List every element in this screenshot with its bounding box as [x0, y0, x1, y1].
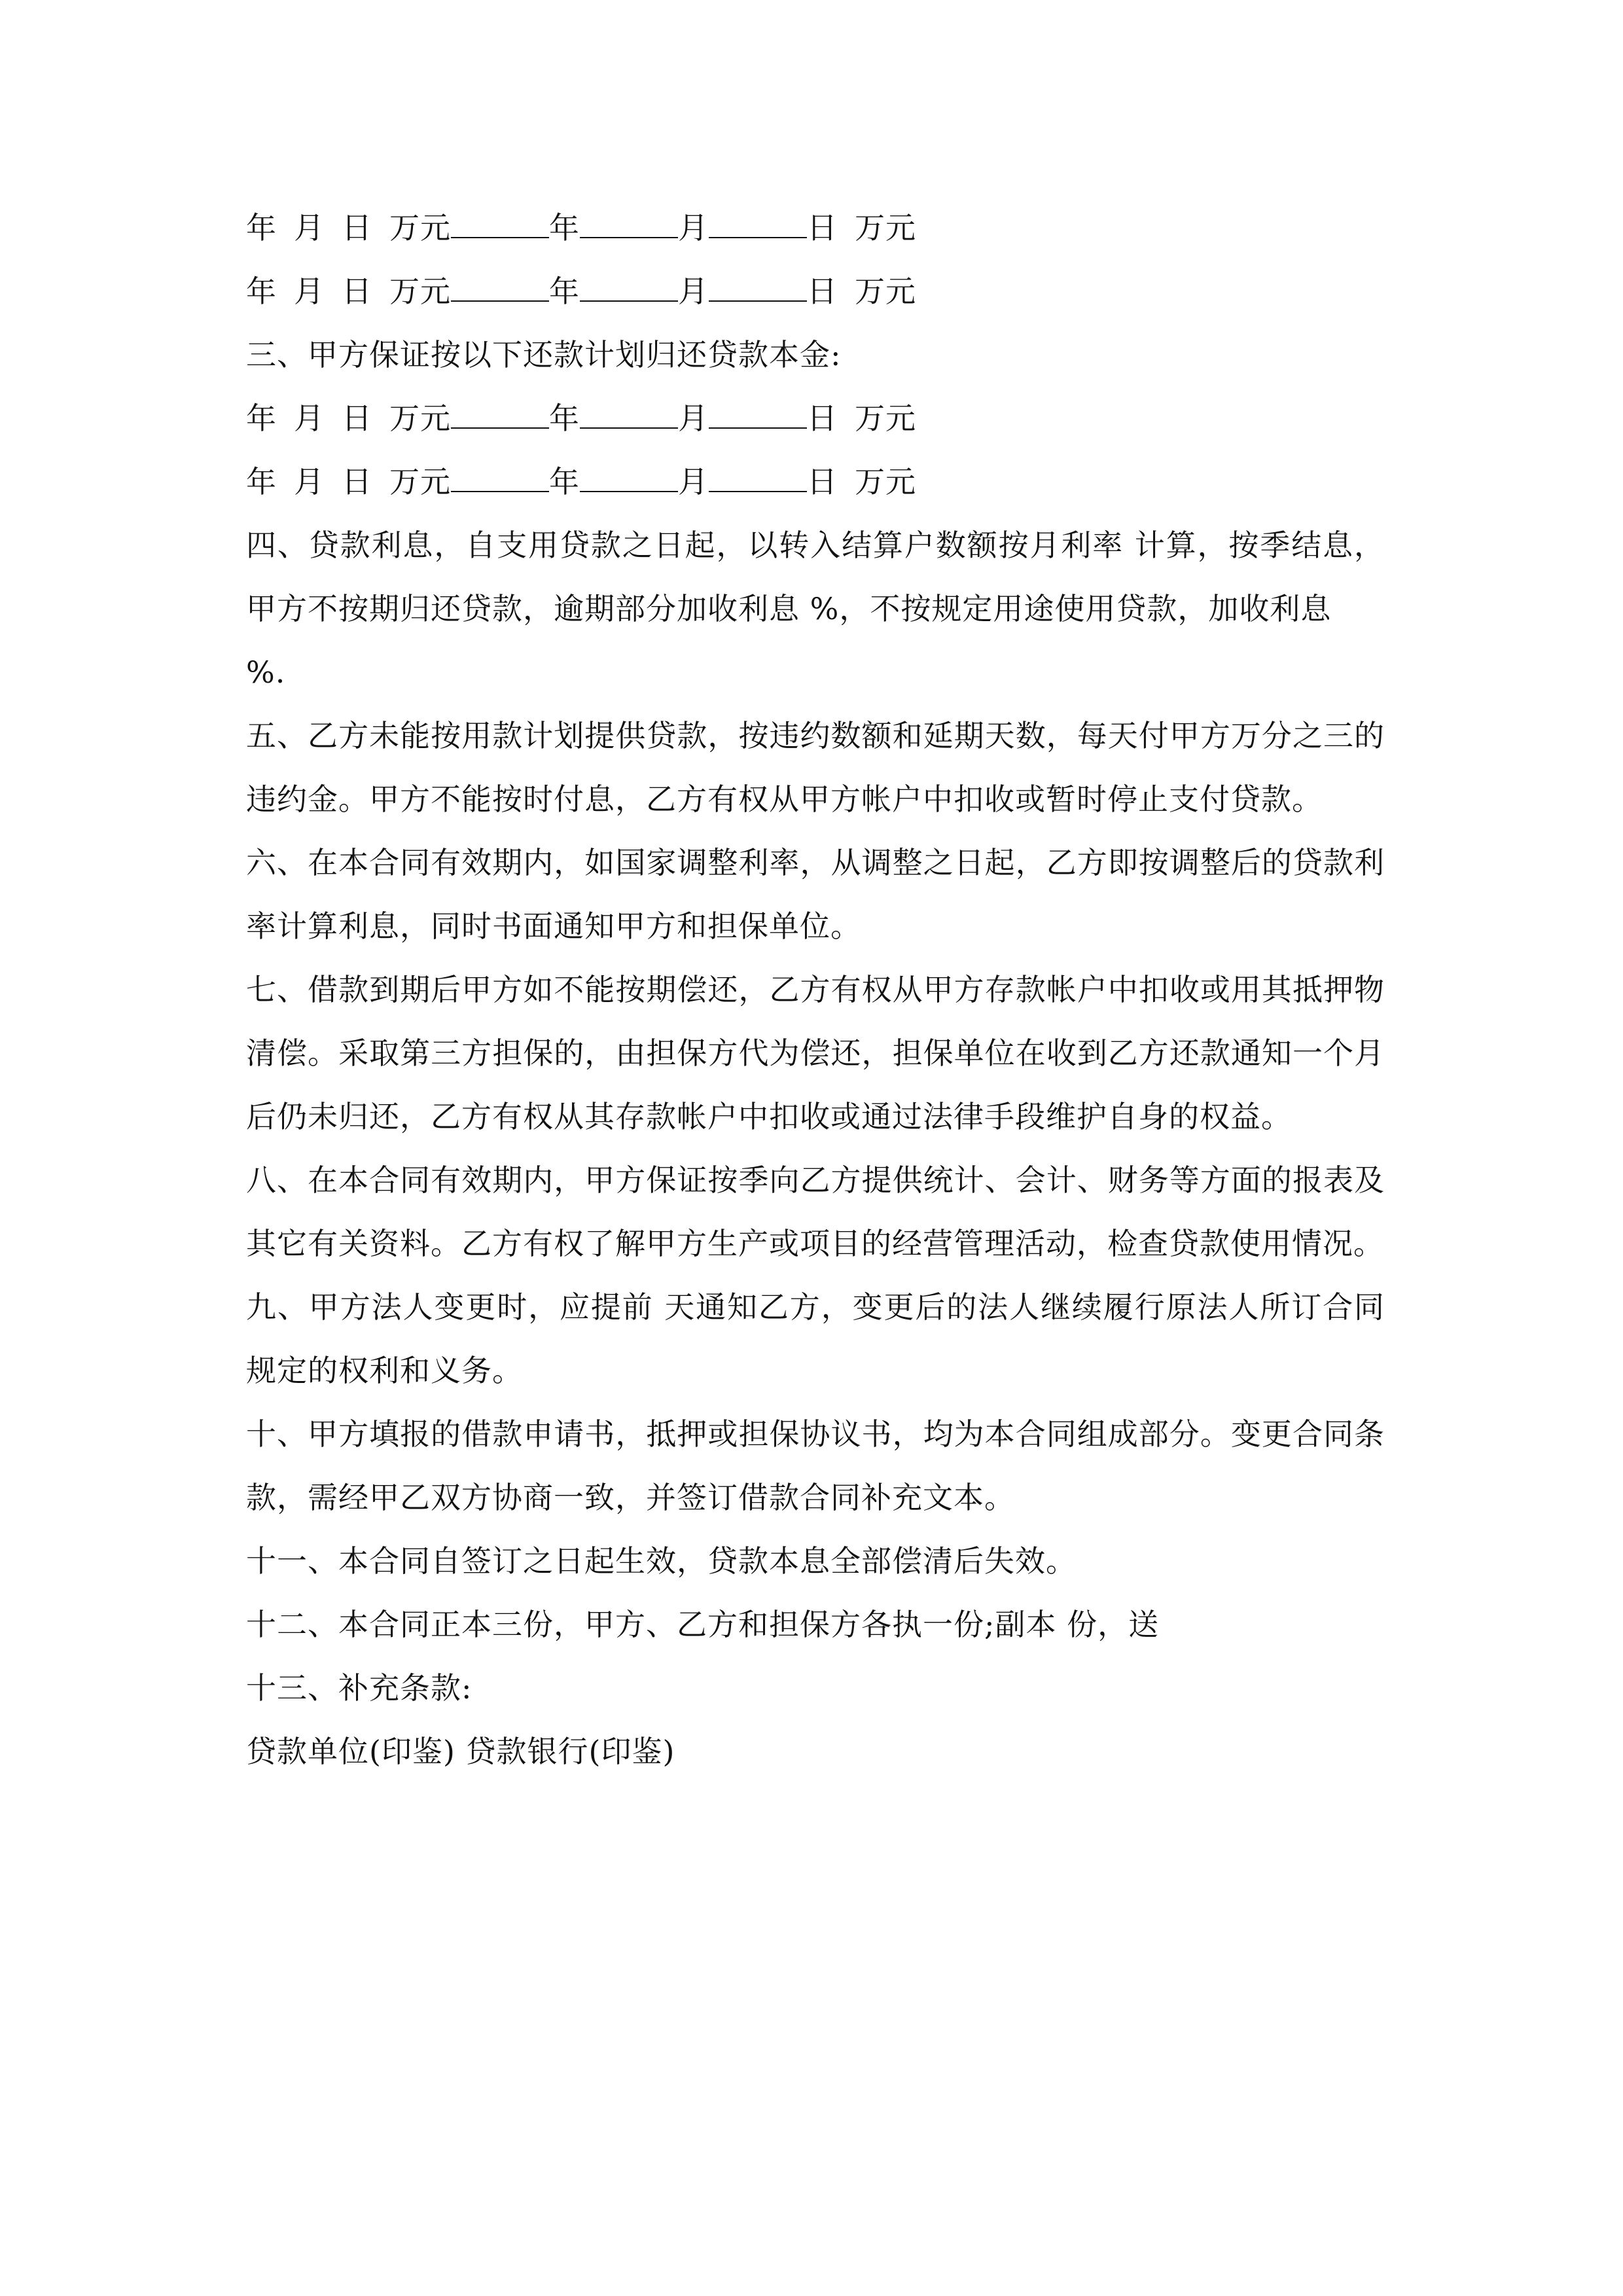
- amount-label: 万元: [389, 210, 451, 245]
- blank-line[interactable]: [709, 211, 807, 238]
- day-label: 日: [807, 464, 838, 499]
- clause-5: 五、乙方未能按用款计划提供贷款，按违约数额和延期天数，每天付甲方万分之三的违约金。甲方不能按时付息，乙方有权从甲方帐户中扣收或暂时停止支付贷款。: [246, 718, 1385, 817]
- amount-label: 万元: [855, 210, 916, 245]
- year-label: 年: [549, 210, 580, 245]
- blank-line[interactable]: [709, 401, 807, 429]
- amount-label: 万元: [855, 401, 916, 436]
- loan-schedule-row: [246, 260, 1385, 323]
- amount-label: 万元: [855, 464, 916, 499]
- blank-line[interactable]: [580, 465, 678, 492]
- day-label: 日: [807, 401, 838, 436]
- clause-7: 七、借款到期后甲方如不能按期偿还，乙方有权从甲方存款帐户中扣收或用其抵押物清偿。采取第三方担保的，由担保方代为偿还，担保单位在收到乙方还款通知一个月后仍未归还，乙方有权从其存款帐户中扣收或通过法律手段维护自身的权益。: [246, 972, 1385, 1134]
- loan-schedule-row: [246, 196, 1385, 260]
- month-label: 月: [678, 274, 709, 309]
- blank-line[interactable]: [580, 274, 678, 302]
- clause-12: 十二、本合同正本三份，甲方、乙方和担保方各执一份;副本 份，送: [246, 1607, 1160, 1642]
- amount-label: 万元: [389, 464, 451, 499]
- contract-body: [246, 196, 1385, 1784]
- blank-line[interactable]: [451, 401, 549, 429]
- clause-11: 十一、本合同自签订之日起生效，贷款本息全部偿清后失效。: [246, 1543, 1077, 1579]
- day-label: 日: [342, 210, 372, 245]
- blank-line[interactable]: [580, 401, 678, 429]
- month-label: 月: [678, 464, 709, 499]
- day-label: 日: [342, 464, 372, 499]
- clause-10: 十、甲方填报的借款申请书，抵押或担保协议书，均为本合同组成部分。变更合同条款，需经甲乙双方协商一致，并签订借款合同补充文本。: [246, 1416, 1385, 1515]
- clause-3: 三、甲方保证按以下还款计划归还贷款本金:: [246, 337, 842, 372]
- amount-label: 万元: [389, 274, 451, 309]
- month-label: 月: [678, 401, 709, 436]
- blank-line[interactable]: [451, 211, 549, 238]
- day-label: 日: [807, 274, 838, 309]
- day-label: 日: [807, 210, 838, 245]
- repayment-schedule-row: [246, 450, 1385, 514]
- month-label: 月: [294, 401, 325, 436]
- month-label: 月: [294, 274, 325, 309]
- year-label: 年: [549, 274, 580, 309]
- amount-label: 万元: [389, 401, 451, 436]
- clause-9: 九、甲方法人变更时，应提前 天通知乙方，变更后的法人继续履行原法人所订合同规定的权利和义务。: [246, 1289, 1385, 1388]
- month-label: 月: [678, 210, 709, 245]
- blank-line[interactable]: [451, 274, 549, 302]
- blank-line[interactable]: [709, 465, 807, 492]
- clause-13: 十三、补充条款:: [246, 1670, 473, 1706]
- year-label: 年: [246, 464, 277, 499]
- year-label: 年: [549, 464, 580, 499]
- amount-label: 万元: [855, 274, 916, 309]
- day-label: 日: [342, 401, 372, 436]
- clause-8: 八、在本合同有效期内，甲方保证按季向乙方提供统计、会计、财务等方面的报表及其它有关资料。乙方有权了解甲方生产或项目的经营管理活动，检查贷款使用情况。: [246, 1162, 1385, 1261]
- signature-line: 贷款单位(印鉴) 贷款银行(印鉴): [246, 1734, 675, 1769]
- clause-4-tail: %.: [246, 655, 286, 690]
- year-label: 年: [549, 401, 580, 436]
- month-label: 月: [294, 464, 325, 499]
- repayment-schedule-row: [246, 387, 1385, 450]
- year-label: 年: [246, 210, 277, 245]
- clause-4: 四、贷款利息，自支用贷款之日起，以转入结算户数额按月利率 计算，按季结息，甲方不按期归还贷款，逾期部分加收利息 %，不按规定用途使用贷款，加收利息: [246, 528, 1385, 626]
- month-label: 月: [294, 210, 325, 245]
- blank-line[interactable]: [580, 211, 678, 238]
- clause-6: 六、在本合同有效期内，如国家调整利率，从调整之日起，乙方即按调整后的贷款利率计算利息，同时书面通知甲方和担保单位。: [246, 845, 1385, 944]
- year-label: 年: [246, 274, 277, 309]
- blank-line[interactable]: [451, 465, 549, 492]
- day-label: 日: [342, 274, 372, 309]
- year-label: 年: [246, 401, 277, 436]
- blank-line[interactable]: [709, 274, 807, 302]
